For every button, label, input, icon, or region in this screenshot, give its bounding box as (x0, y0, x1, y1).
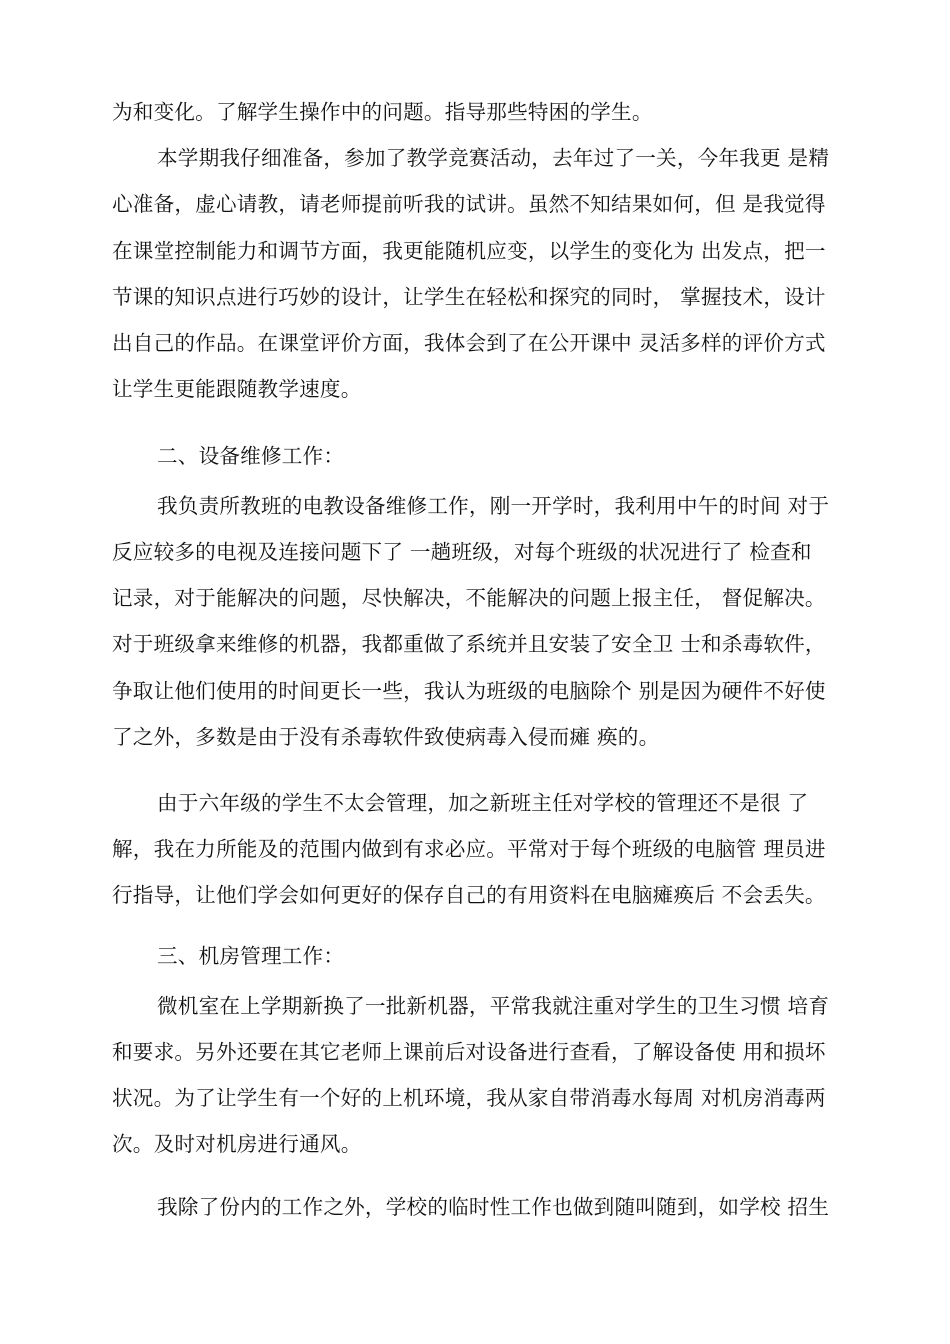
text-line: 次。及时对机房进行通风。 (112, 1132, 362, 1156)
text-line: 和要求。另外还要在其它老师上课前后对设备进行查看，了解设备使 用和损坏 (112, 1040, 826, 1064)
text-line: 出自己的作品。在课堂评价方面，我体会到了在公开课中 灵活多样的评价方式 (112, 331, 826, 355)
paragraph-first-line: 本学期我仔细准备，参加了教学竞赛活动，去年过了一关，今年我更 是精 (157, 146, 830, 170)
text-line: 行指导，让他们学会如何更好的保存自己的有用资料在电脑瘫痪后 不会丢失。 (112, 883, 826, 907)
text-line: 解，我在力所能及的范围内做到有求必应。平常对于每个班级的电脑管 理员进 (112, 837, 826, 861)
paragraph-first-line: 我除了份内的工作之外，学校的临时性工作也做到随叫随到，如学校 招生 (157, 1195, 830, 1219)
text-line: 争取让他们使用的时间更长一些，我认为班级的电脑除个 别是因为硬件不好使 (112, 679, 826, 703)
text-line: 节课的知识点进行巧妙的设计，让学生在轻松和探究的同时， 掌握技术，设计 (112, 285, 826, 309)
text-line: 对于班级拿来维修的机器，我都重做了系统并且安装了安全卫 士和杀毒软件， (112, 632, 826, 656)
text-line: 在课堂控制能力和调节方面，我更能随机应变，以学生的变化为 出发点，把一 (112, 239, 826, 263)
text-line: 记录，对于能解决的问题，尽快解决，不能解决的问题上报主任， 督促解决。 (112, 586, 826, 610)
paragraph-first-line: 微机室在上学期新换了一批新机器，平常我就注重对学生的卫生习惯 培育 (157, 994, 830, 1018)
text-line: 让学生更能跟随教学速度。 (112, 377, 362, 401)
section-heading: 三、机房管理工作： (157, 944, 345, 968)
text-line: 反应较多的电视及连接问题下了 一趟班级，对每个班级的状况进行了 检查和 (112, 540, 812, 564)
paragraph-first-line: 我负责所教班的电教设备维修工作，刚一开学时，我利用中午的时间 对于 (157, 494, 830, 518)
text-line: 为和变化。了解学生操作中的问题。指导那些特困的学生。 (112, 100, 653, 124)
text-line: 心准备，虚心请教，请老师提前听我的试讲。虽然不知结果如何，但 是我觉得 (112, 192, 826, 216)
text-line: 状况。为了让学生有一个好的上机环境，我从家自带消毒水每周 对机房消毒两 (112, 1086, 826, 1110)
text-line: 了之外，多数是由于没有杀毒软件致使病毒入侵而瘫 痪的。 (112, 725, 660, 749)
section-heading: 二、设备维修工作： (157, 444, 345, 468)
paragraph-first-line: 由于六年级的学生不太会管理，加之新班主任对学校的管理还不是很 了 (157, 791, 809, 815)
